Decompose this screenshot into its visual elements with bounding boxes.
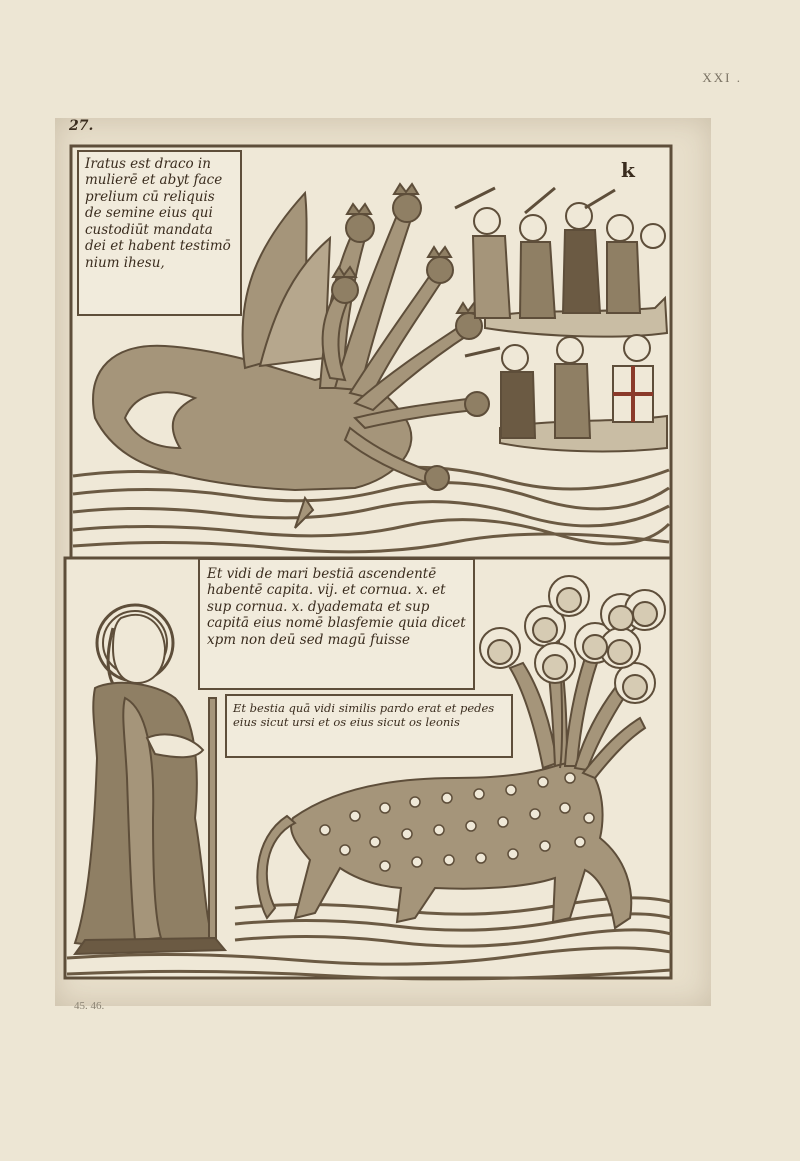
text-block-beast-from-sea: Et vidi de mari bestiā ascendentē habentē capita. vij. et cornua. x. et sup cornua. x. dyademata et sup capitā eius nomē blasfemie quia dicet xpm non deū sed magū fuisse bbox=[198, 558, 475, 690]
signature-mark: k bbox=[621, 158, 635, 182]
leaf-number: 27. bbox=[69, 118, 94, 134]
plate-number: XXI . bbox=[702, 70, 742, 85]
woodcut-leaf bbox=[55, 118, 711, 1006]
plate-caption: 45. 46. bbox=[74, 1000, 105, 1012]
text-block-leopard: Et bestia quā vidi similis pardo erat et pedes eius sicut ursi et os eius sicut os leonis bbox=[225, 694, 513, 758]
text-block-dragon: Iratus est draco in mulierē et abyt face prelium cū reliquis de semine eius qui custodiūt mandata dei et habent testimō nium ihesu, bbox=[77, 150, 242, 316]
